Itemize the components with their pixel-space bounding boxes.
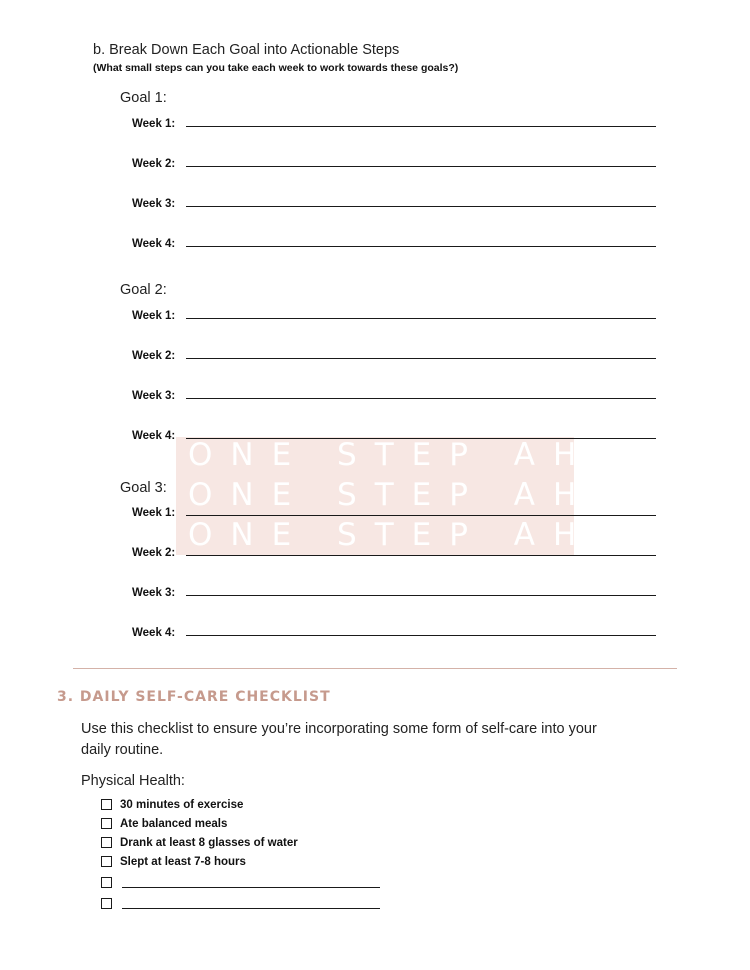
checkbox[interactable] [101,818,112,829]
week-label: Week 4: [132,238,176,250]
blank-answer-line[interactable] [122,887,380,888]
watermark-text: ONE STEP AHEAD [188,477,713,513]
goal-label: Goal 2: [120,282,167,298]
checkbox[interactable] [101,898,112,909]
checklist-item-label: Slept at least 7-8 hours [120,855,246,868]
week-answer-line[interactable] [186,635,656,636]
week-label: Week 1: [132,310,176,322]
week-answer-line[interactable] [186,398,656,399]
group-label: Physical Health: [81,773,185,789]
week-answer-line[interactable] [186,318,656,319]
goal-label: Goal 3: [120,480,167,496]
checkbox[interactable] [101,856,112,867]
week-label: Week 4: [132,430,176,442]
section-subheading: (What small steps can you take each week to work towards these goals?) [93,62,459,74]
week-label: Week 4: [132,627,176,639]
checklist-item[interactable] [101,795,380,814]
week-label: Week 3: [132,390,176,402]
section-title: 3. DAILY SELF-CARE CHECKLIST [57,689,331,705]
watermark-text: ONE STEP AHEAD [188,517,713,553]
week-answer-line[interactable] [186,358,656,359]
section-intro: Use this checklist to ensure you’re incorporating some form of self-care into your daily routine. [81,721,597,758]
checklist-item-blank[interactable] [101,894,380,913]
week-label: Week 3: [132,198,176,210]
checklist-item-label: Ate balanced meals [120,817,228,830]
week-answer-line[interactable] [186,126,656,127]
week-label: Week 2: [132,547,176,559]
checklist-item[interactable] [101,852,380,871]
section-heading: b. Break Down Each Goal into Actionable Steps [93,42,400,58]
week-label: Week 3: [132,587,176,599]
week-label: Week 2: [132,350,176,362]
checklist-item-label: Drank at least 8 glasses of water [120,836,298,849]
week-answer-line[interactable] [186,246,656,247]
week-label: Week 2: [132,158,176,170]
week-answer-line[interactable] [186,595,656,596]
week-answer-line[interactable] [186,166,656,167]
checkbox[interactable] [101,877,112,888]
section-divider [73,668,677,669]
goal-label: Goal 1: [120,90,167,106]
blank-answer-line[interactable] [122,908,380,909]
checklist [101,795,380,913]
week-answer-line[interactable] [186,555,656,556]
watermark [176,437,713,555]
checkbox[interactable] [101,799,112,810]
week-answer-line[interactable] [186,438,656,439]
week-label: Week 1: [132,118,176,130]
checklist-item-label: 30 minutes of exercise [120,798,244,811]
week-answer-line[interactable] [186,515,656,516]
week-label: Week 1: [132,507,176,519]
checklist-item-blank[interactable] [101,873,380,892]
checklist-item[interactable] [101,814,380,833]
watermark-text: ONE STEP AHEAD [188,437,713,473]
week-answer-line[interactable] [186,206,656,207]
checkbox[interactable] [101,837,112,848]
checklist-item[interactable] [101,833,380,852]
